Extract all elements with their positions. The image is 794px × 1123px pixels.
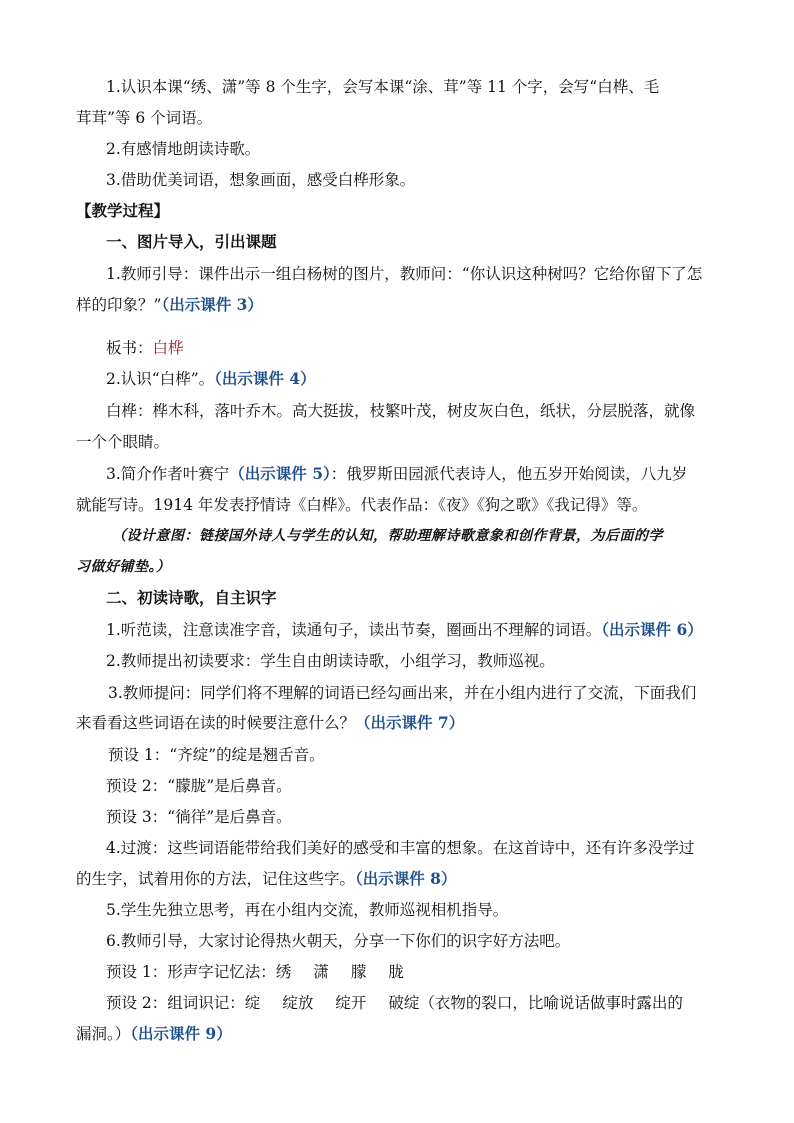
method-1-label: 预设 1：形声字记忆法： xyxy=(106,963,276,981)
section-2-step-5: 5.学生先独立思考，再在小组内交流，教师巡视相机指导。 xyxy=(106,901,509,919)
method-2-line-b xyxy=(76,1024,232,1044)
design-intent-line-b: 习做好铺垫。） xyxy=(76,559,171,575)
section-2-step-4-line-b xyxy=(76,869,456,889)
step-1-text: 样的印象？” xyxy=(76,296,162,314)
method-1 xyxy=(106,962,404,982)
step-2-text: 2.认识“白桦”。 xyxy=(106,370,215,388)
method-1-char: 胧 xyxy=(388,963,404,981)
objective-1-line-a: 1.认识本课“绣、潇”等 8 个生字，会写本课“涂、茸”等 11 个字，会写“白桦、毛 xyxy=(106,78,660,96)
s2-step-3-text: 来看看这些词语在读的时候要注意什么？ xyxy=(76,714,356,732)
section-2-step-4-line-a: 4.过渡：这些词语能带给我们美好的感受和丰富的想象。在这首诗中，还有许多没学过 xyxy=(106,839,695,857)
step-3-text-post: ：俄罗斯田园派代表诗人，他五岁开始阅读，八九岁 xyxy=(330,465,688,483)
method-1-char: 潇 xyxy=(313,963,329,981)
section-2-title: 二、初读诗歌，自主识字 xyxy=(106,588,277,607)
board-writing xyxy=(106,338,184,358)
courseware-ref-3: （出示课件 3） xyxy=(161,295,263,314)
preset-3: 预设 3：“徜徉”是后鼻音。 xyxy=(106,808,292,826)
section-1-step-3-line-b: 就能写诗。1914 年发表抒情诗《白桦》。代表作品：《夜》《狗之歌》《我记得》等。 xyxy=(76,496,648,514)
step-3-text: 3.简介作者叶赛宁 xyxy=(106,465,230,483)
preset-2: 预设 2：“朦胧”是后鼻音。 xyxy=(106,777,292,795)
objective-2: 2.有感情地朗读诗歌。 xyxy=(106,140,261,158)
section-2-step-1 xyxy=(106,620,703,640)
courseware-ref-8: （出示课件 8） xyxy=(355,869,457,888)
section-2-step-3-line-a: 3.教师提问：同学们将不理解的词语已经勾画出来，并在小组内进行了交流，下面我们 xyxy=(108,684,697,702)
courseware-ref-4: （出示课件 4） xyxy=(214,369,316,388)
courseware-ref-6: （出示课件 6） xyxy=(601,620,703,639)
process-heading: 【教学过程】 xyxy=(76,201,170,220)
s2-step-4-text: 的生字，试着用你的方法，记住这些字。 xyxy=(76,870,356,888)
method-2-word: 绽 xyxy=(244,994,261,1012)
method-2-text: 漏洞。） xyxy=(76,1025,131,1043)
section-2-step-2: 2.教师提出初读要求：学生自由朗读诗歌，小组学习，教师巡视。 xyxy=(106,652,555,670)
method-2-word: 绽开 xyxy=(335,994,367,1012)
courseware-ref-5: （出示课件 5） xyxy=(229,464,331,483)
section-1-step-2 xyxy=(106,369,316,389)
method-2-word: 破绽（衣物的裂口，比喻说话做事时露出的 xyxy=(388,994,683,1012)
method-1-char: 绣 xyxy=(275,963,292,981)
definition-line-a: 白桦：桦木科，落叶乔木。高大挺拔，枝繁叶茂，树皮灰白色，纸状，分层脱落，就像 xyxy=(106,402,696,420)
method-2-word: 绽放 xyxy=(282,994,314,1012)
courseware-ref-7: （出示课件 7） xyxy=(355,713,465,732)
objective-1-line-b: 茸茸”等 6 个词语。 xyxy=(76,109,213,127)
definition-line-b: 一个个眼睛。 xyxy=(76,433,170,451)
preset-1: 预设 1：“齐绽”的绽是翘舌音。 xyxy=(108,746,325,764)
design-intent-line-a: （设计意图：链接国外诗人与学生的认知，帮助理解诗歌意象和创作背景，为后面的学 xyxy=(112,528,663,544)
section-2-step-3-line-b xyxy=(76,713,464,733)
section-1-step-1-line-b xyxy=(76,295,263,315)
section-1-title: 一、图片导入，引出课题 xyxy=(106,232,277,251)
method-2-line-a xyxy=(106,993,683,1013)
s2-step-1-text: 1.听范读，注意读准字音，读通句子，读出节奏，圈画出不理解的词语。 xyxy=(106,621,602,639)
section-2-step-6: 6.教师引导，大家讨论得热火朝天，分享一下你们的识字好方法吧。 xyxy=(106,932,571,950)
section-1-step-1-line-a: 1.教师引导：课件出示一组白杨树的图片，教师问：“你认识这种树吗？它给你留下了怎 xyxy=(106,265,703,283)
objective-3: 3.借助优美词语，想象画面，感受白桦形象。 xyxy=(106,171,416,189)
method-1-char: 朦 xyxy=(350,963,367,981)
board-label: 板书： xyxy=(106,339,153,357)
section-1-step-3-line-a xyxy=(106,464,687,484)
method-2-label: 预设 2：组词识记： xyxy=(106,994,245,1012)
courseware-ref-9: （出示课件 9） xyxy=(130,1024,232,1043)
board-value: 白桦 xyxy=(152,339,184,357)
